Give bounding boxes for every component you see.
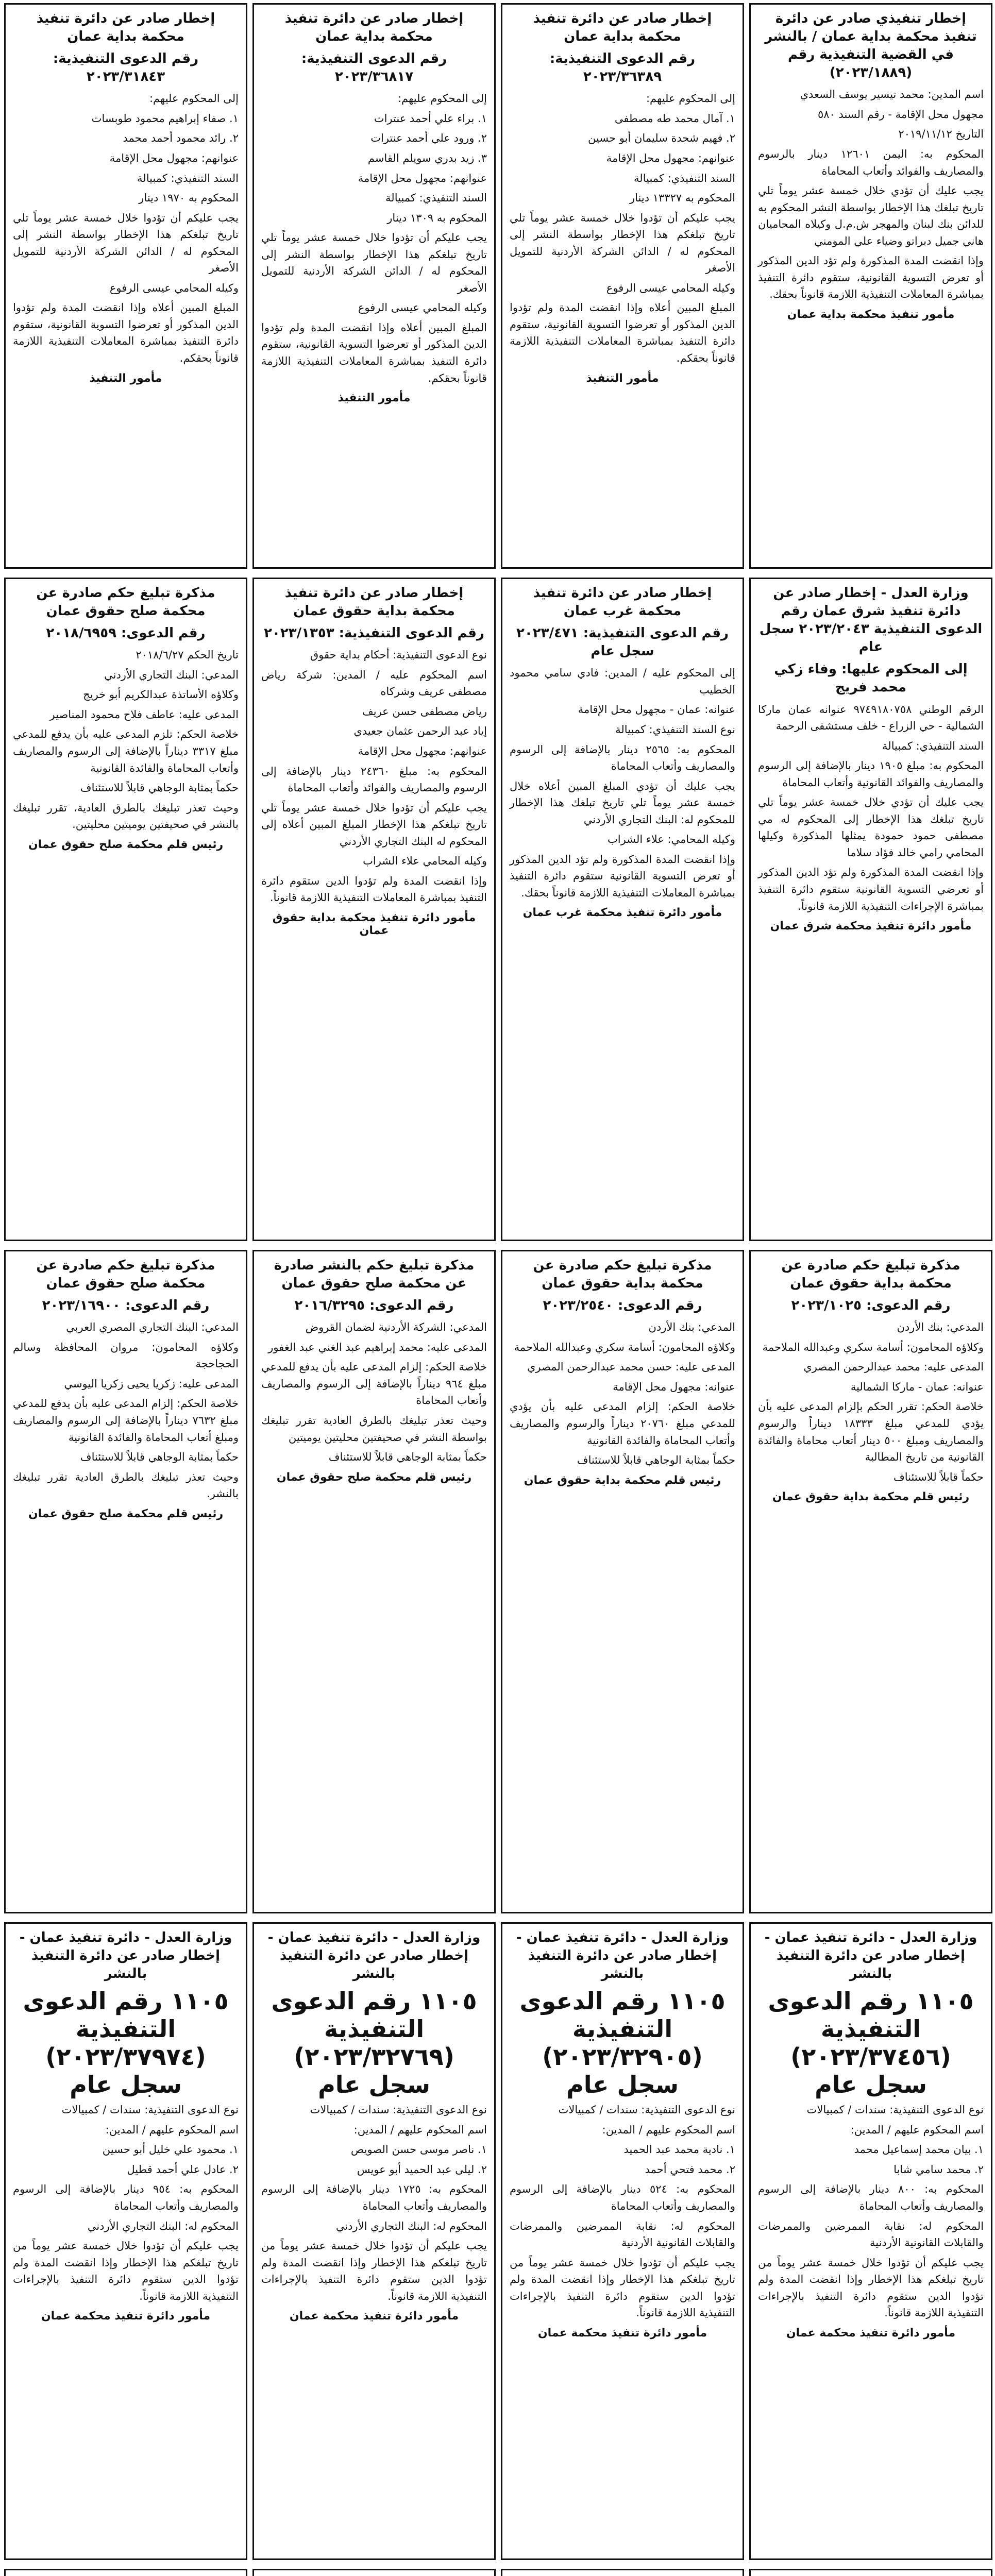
- notice-line: يجب عليك أن تؤدي خلال خمسة عشر يوماً تلي تاريخ تبلغك هذا الإخطار إلى المحكوم له مي مصطفى حمود حمودة يمثلها المذكورة وكيلها المحامي رامي خالد فؤاد سلاما: [758, 796, 984, 859]
- notice-line: وكلاؤه المحامون: مروان المحافظة وسالم الحجاحجة: [13, 1341, 239, 1370]
- notice: [749, 3, 992, 569]
- notice: [252, 1250, 496, 1913]
- notice-title: مذكرة تبليغ حكم صادرة عن محكمة بداية حقوق عمان: [533, 1258, 712, 1292]
- notice-line: المحكوم به: ٩٥٤ دينار بالإضافة إلى الرسوم والمصاريف وأتعاب المحاماة: [13, 2183, 239, 2213]
- notice-signature: مأمور التنفيذ: [338, 392, 411, 405]
- notice-line: المحكوم به: ٢٥٦٥ دينار بالإضافة إلى الرسوم والمصاريف وأتعاب المحاماة: [510, 743, 735, 773]
- notice-signature: رئيس قلم محكمة صلح حقوق عمان: [276, 1470, 472, 1484]
- notice-line: التاريخ ٢٠١٩/١١/١٢: [898, 128, 984, 141]
- notice-signature: مأمور دائرة تنفيذ محكمة شرق عمان: [770, 920, 972, 933]
- notice-line: إياد عبد الرحمن عثمان جعيدي: [353, 725, 487, 738]
- notice-title: وزارة العدل - دائرة تنفيذ عمان - إخطار صادر عن دائرة التنفيذ بالنشر: [516, 1930, 729, 1982]
- notice-line: نوع الدعوى التنفيذية: سندات / كمبيالات: [310, 2104, 487, 2116]
- notice-title: إخطار صادر عن دائرة تنفيذ محكمة بداية عمان: [284, 11, 464, 45]
- notice-line: ١. صفاء إبراهيم محمود طوبسات: [91, 112, 239, 125]
- notice-line: ١. نادية محمد عبد الحميد: [623, 2143, 735, 2156]
- notice-line: اسم المدين: محمد تيسير يوسف السعدي: [800, 88, 984, 101]
- notice-line: اسم المحكوم عليهم / المدين:: [105, 2123, 239, 2136]
- notice-signature: مأمور دائرة تنفيذ محكمة عمان: [289, 2310, 459, 2323]
- notice-line: اسم المحكوم عليهم / المدين:: [602, 2123, 735, 2136]
- notice-signature: مأمور دائرة تنفيذ محكمة غرب عمان: [522, 906, 722, 920]
- notice-line: المحكوم به: ٨٠٠ دينار بالإضافة إلى الرسوم والمصاريف وأتعاب المحاماة: [758, 2183, 984, 2213]
- notice-line: ٢. ورود علي أحمد عنترات: [370, 132, 487, 145]
- notices-row-2: [0, 574, 995, 1244]
- notice-line: ٢. محمد سامي شابا: [893, 2163, 984, 2176]
- notice-signature: مأمور التنفيذ: [89, 371, 162, 385]
- notice-line: الرقم الوطني ٩٧٤٩١٨٠٧٥٨ عنوانه عمان ماركا الشمالية - حي الزراع - خلف مستشفى الرحمة: [758, 703, 984, 733]
- notice-line: وحيث تعذر تبليغك بالطرق العادية تقرر تبليغك بواسطة النشر في صحيفتين محليتين يوميتين: [261, 1414, 487, 1444]
- notice: [252, 3, 496, 569]
- notice-signature: رئيس قلم محكمة صلح حقوق عمان: [28, 1507, 224, 1520]
- notice-line: يجب عليكم أن تؤدوا خلال خمسة عشر يوماً من تاريخ تبلغكم هذا الإخطار وإذا انقضت المدة ولم تؤدوا الدين ستقوم دائرة التنفيذ بالإجراءات التنفيذية اللازمة قانوناً.: [13, 2240, 239, 2302]
- notice-title: وزارة العدل - إخطار صادر عن دائرة تنفيذ شرق عمان رقم الدعوى التنفيذية ٢٠٢٣/٢٠٤٣ سجل عام: [759, 585, 983, 655]
- notice-line: حكماً بمثابة الوجاهي قابلاً للاستئناف: [577, 1454, 735, 1467]
- notice-line: عنوانهم: مجهول محل الإقامة: [358, 745, 487, 758]
- notice-line: المدعي: بنك الأردن: [897, 1321, 984, 1334]
- notice-line: حكماً قابلاً للاستئناف: [893, 1470, 984, 1483]
- notice-title: مذكرة تبليغ حكم بالنشر صادرة عن محكمة صلح حقوق عمان: [274, 1258, 475, 1292]
- notice-signature: رئيس قلم محكمة بداية حقوق عمان: [772, 1490, 970, 1504]
- notice-line: ٢. رائد محمود أحمد محمد: [123, 132, 239, 145]
- notices-row-1: [0, 0, 995, 572]
- notice-line: خلاصة الحكم: تلزم المدعى عليه بأن يدفع للمدعي مبلغ ٣٣١٧ ديناراً بالإضافة إلى الرسوم والمصاريف وأتعاب المحاماة والفائدة القانونية: [13, 728, 239, 774]
- notice: [501, 2569, 744, 2576]
- notice-line: ٢. ليلى عبد الحميد أبو عويس: [357, 2163, 487, 2176]
- notice-title: إخطار صادر عن دائرة تنفيذ محكمة بداية حقوق عمان: [284, 585, 464, 619]
- notice: [252, 578, 496, 1241]
- notice-line: خلاصة الحكم: إلزام المدعى عليه بأن يدفع للمدعي مبلغ ٩٦٤ ديناراً بالإضافة إلى الرسوم والمصاريف وأتعاب المحاماة: [261, 1361, 487, 1407]
- notice-line: إلى المحكوم عليهم:: [149, 92, 239, 105]
- notice-line: يجب عليكم أن تؤدوا خلال خمسة عشر يوماً تلي تاريخ تبلغكم هذا الإخطار بواسطة النشر إلى المحكوم له / الدائن الشركة الأردنية للتمويل الأصغر: [13, 211, 239, 275]
- notice-line: ١. ناصر موسى حسن الصويص: [350, 2143, 487, 2156]
- notice-title: إخطار صادر عن دائرة تنفيذ محكمة بداية عمان: [533, 11, 712, 45]
- notice: [4, 3, 247, 569]
- notice-line: نوع الدعوى التنفيذية: سندات / كمبيالات: [558, 2104, 735, 2116]
- notice-line: خلاصة الحكم: إلزام المدعى عليه بأن يدفع للمدعي مبلغ ٧٦٣٢ ديناراً بالإضافة إلى الرسوم والمصاريف ومبلغ أتعاب المحاماة والفائدة القانونية: [13, 1397, 239, 1444]
- notice-signature: رئيس قلم محكمة صلح حقوق عمان: [28, 838, 224, 851]
- notice-line: ١. براء علي أحمد عنترات: [374, 112, 487, 125]
- notice-line: ٣. زيد بدري سويلم القاسم: [367, 152, 487, 165]
- notice-line: المبلغ المبين أعلاه وإذا انقضت المدة ولم تؤدوا الدين المذكور أو تعرضوا التسوية القانونية، ستقوم دائرة التنفيذ بمباشرة المعاملات التنفيذية اللازمة قانوناً بحقكم.: [261, 321, 487, 384]
- notice: [749, 578, 992, 1241]
- notice-line: المدعى عليه: زكريا يحيى زكريا اليوسي: [64, 1377, 239, 1390]
- notice-line: حكماً بمثابة الوجاهي قابلاً للاستئناف: [80, 1451, 239, 1464]
- notice-line: المدعى عليه: محمد إبراهيم عبد الغني عبد الغفور: [268, 1341, 487, 1353]
- notice-line: يجب عليكم أن تؤدوا خلال خمسة عشر يوماً تلي تاريخ تبلغكم هذا الإخطار المبلغ المبين أعلاه إلى المحكوم له البنك التجاري الأردني: [261, 801, 487, 848]
- notice-line: عنوانهم: مجهول محل الإقامة: [606, 152, 735, 165]
- notice-line: تاريخ الحكم ٢٠١٨/٦/٢٧: [136, 649, 239, 662]
- notice-number: رقم الدعوى التنفيذية: ٢٠٢٣/٣١٨٤٣: [53, 51, 199, 85]
- notice-title: مذكرة تبليغ حكم صادرة عن محكمة بداية حقوق عمان: [781, 1258, 960, 1292]
- notice: [501, 1250, 744, 1913]
- notice: [749, 1250, 992, 1913]
- notice-number: رقم الدعوى: ٢٠٢٣/١٦٩٠٠: [42, 1298, 210, 1314]
- notice: [501, 1922, 744, 2560]
- notice-title: إخطار صادر عن دائرة تنفيذ محكمة بداية عمان: [36, 11, 215, 45]
- notice-line: اسم المحكوم عليه / المدين: شركة رياض مصطفى عريف وشركاه: [261, 668, 487, 698]
- notice-line: المدعي: البنك التجاري الأردني: [104, 668, 239, 681]
- notice-line: خلاصة الحكم: تقرر الحكم بإلزام المدعى عليه بأن يؤدي للمدعي مبلغ ١٨٣٣٣ ديناراً والرسوم والمصاريف ومبلغ ٥٠٠ دينار أتعاب محاماة والفائدة القانونية من تاريخ المطالبة: [758, 1400, 984, 1464]
- notice: [749, 1922, 992, 2560]
- notice-line: وإذا انقضت المدة المذكورة ولم تؤد الدين المذكور أو تعرضي التسوية القانونية ستقوم دائرة التنفيذ بمباشرة الإجراءات التنفيذية اللازمة قانوناً.: [758, 866, 984, 912]
- notice-title: مذكرة تبليغ حكم صادرة عن محكمة صلح حقوق عمان: [36, 585, 215, 619]
- notices-row-3: [0, 1247, 995, 1917]
- notice-line: السند التنفيذي: كمبيالة: [634, 172, 735, 184]
- notice-line: وكلاؤه المحامون: أسامة سكري وعبدالله الملاحمة: [514, 1341, 735, 1353]
- notice-line: عنوانه: عمان - ماركا الشمالية: [850, 1380, 984, 1393]
- notice-line: رياض مصطفى حسن عريف: [362, 705, 487, 718]
- notice-line: عنوانهم: مجهول محل الإقامة: [109, 152, 239, 165]
- notice-line: المدعى عليه: عاطف فلاح محمود المناصير: [49, 708, 239, 721]
- notice-line: نوع الدعوى التنفيذية: سندات / كمبيالات: [61, 2104, 239, 2116]
- notice-line: وإذا انقضت المدة ولم تؤدوا الدين ستقوم دائرة التنفيذ بمباشرة المعاملات التنفيذية اللازمة قانوناً.: [261, 874, 487, 904]
- notice-line: وكيله المحامي عيسى الرفوع: [109, 281, 239, 294]
- notice-line: السند التنفيذي: كمبيالة: [882, 739, 984, 752]
- notice-title: وزارة العدل - دائرة تنفيذ عمان - إخطار صادر عن دائرة التنفيذ بالنشر: [764, 1930, 977, 1982]
- notice: [252, 2569, 496, 2576]
- notice-line: المدعي: البنك التجاري المصري العربي: [66, 1321, 239, 1334]
- notice-number: رقم الدعوى التنفيذية: ٢٠٢٣/١٣٥٣: [264, 625, 484, 641]
- notice: [4, 2569, 247, 2576]
- notice-line: المحكوم به: مبلغ ١٩٠٥ دينار بالإضافة إلى الرسوم والمصاريف والفوائد القانونية وأتعاب المحاماة: [758, 759, 984, 789]
- notice-line: ٢. عادل علي أحمد قطيل: [127, 2163, 239, 2176]
- notice-line: يجب عليك أن تؤدي المبلغ المبين أعلاه خلال خمسة عشر يوماً تلي تاريخ تبلغك هذا الإخطار للمحكوم له: البنك التجاري الأردني: [510, 779, 735, 826]
- notice-line: المبلغ المبين أعلاه وإذا انقضت المدة ولم تؤدوا الدين المذكور أو تعرضوا التسوية القانونية، ستقوم دائرة التنفيذ بمباشرة المعاملات التنفيذية اللازمة قانوناً بحقكم.: [510, 301, 735, 365]
- notice-line: نوع الدعوى التنفيذية: سندات / كمبيالات: [806, 2104, 984, 2116]
- notice-line: يجب عليكم أن تؤدوا خلال خمسة عشر يوماً من تاريخ تبلغكم هذا الإخطار وإذا انقضت المدة ولم تؤدوا الدين ستقوم دائرة التنفيذ بالإجراءات التنفيذية اللازمة قانوناً.: [510, 2256, 735, 2319]
- notice-line: السند التنفيذي: كمبيالة: [137, 172, 239, 184]
- notice-line: المحكوم له: نقابة الممرضين والممرضات والقابلات القانونية الأردنية: [510, 2219, 735, 2249]
- notice-line: عنوانه: عمان - مجهول محل الإقامة: [578, 703, 735, 716]
- notice-number: رقم الدعوى التنفيذية: ٢٠٢٣/٣٦٣٨٩: [549, 51, 696, 85]
- notice-line: المبلغ المبين أعلاه وإذا انقضت المدة ولم تؤدوا الدين المذكور أو تعرضوا التسوية القانونية، ستقوم دائرة التنفيذ بمباشرة المعاملات التنفيذية اللازمة قانوناً بحقكم.: [13, 301, 239, 365]
- notice-title: وزارة العدل - دائرة تنفيذ عمان - إخطار صادر عن دائرة التنفيذ بالنشر: [19, 1930, 232, 1982]
- notice-line: المحكوم به: مبلغ ٢٤٣٦٠ دينار بالإضافة إلى الرسوم والمصاريف والفوائد وأتعاب المحاماة: [261, 765, 487, 794]
- notice-line: المحكوم له: نقابة الممرضين والممرضات والقابلات القانونية الأردنية: [758, 2219, 984, 2249]
- notice-signature: رئيس قلم محكمة بداية حقوق عمان: [524, 1473, 721, 1487]
- notice-number: ١١٠٥ رقم الدعوى التنفيذية (٢٠٢٣/٣٢٧٦٩) سجل عام: [271, 1987, 477, 2099]
- notice-line: ١. بيان محمد إسماعيل محمد: [854, 2143, 984, 2156]
- notice-number: رقم الدعوى: ٢٠١٨/٦٩٥٩: [46, 625, 206, 641]
- notice-line: المحكوم به: اليمن ١٢٦٠١ دينار بالرسوم والمصاريف والفوائد وأتعاب المحاماة: [758, 148, 984, 177]
- notice-title: وزارة العدل - دائرة تنفيذ عمان - إخطار صادر عن دائرة التنفيذ بالنشر: [267, 1930, 481, 1982]
- notice-line: نوع الدعوى التنفيذية: أحكام بداية حقوق: [310, 649, 487, 662]
- notice-line: وكيله المحامي علاء الشراب: [363, 855, 487, 868]
- notice-line: مجهول محل الإقامة - رقم السند ٥٨٠: [817, 108, 984, 121]
- notice-line: المحكوم له: البنك التجاري الأردني: [87, 2219, 239, 2232]
- notice-line: خلاصة الحكم: إلزام المدعى عليه بأن يؤدي للمدعي مبلغ ٢٠٧٦٠ ديناراً والرسوم والمصاريف وأتعاب المحاماة والفائدة القانونية: [510, 1400, 735, 1447]
- notice-title: مذكرة تبليغ حكم صادرة عن محكمة صلح حقوق عمان: [36, 1258, 215, 1292]
- notice-line: ١. محمود علي خليل أبو حسين: [102, 2143, 239, 2156]
- notice-line: المحكوم به: ١٧٢٥ دينار بالإضافة إلى الرسوم والمصاريف وأتعاب المحاماة: [261, 2183, 487, 2213]
- notice-line: المدعى عليه: محمد عبدالرحمن المصري: [803, 1361, 984, 1374]
- notice-line: عنوانهم: مجهول محل الإقامة: [358, 172, 487, 184]
- notice-line: وإذا انقضت المدة المذكورة ولم تؤد الدين المذكور أو تعرض التسوية القانونية، ستقوم دائرة التنفيذ بمباشرة المعاملات التنفيذية اللازمة قانوناً بحقك.: [758, 255, 984, 301]
- notice-line: المدعي: الشركة الأردنية لضمان القروض: [305, 1321, 487, 1334]
- notice-line: عنوانه: مجهول محل الإقامة: [613, 1380, 735, 1393]
- notice-signature: مأمور التنفيذ: [586, 371, 659, 385]
- notice-signature: مأمور دائرة تنفيذ محكمة عمان: [537, 2326, 707, 2340]
- notice-line: نوع السند التنفيذي: كمبيالة: [615, 723, 735, 736]
- notice-line: وكلاؤه المحامون: أسامة سكري وعبدالله الملاحمة: [762, 1341, 984, 1353]
- notice: [4, 1250, 247, 1913]
- notice-line: وكيله المحامي عيسى الرفوع: [358, 301, 487, 314]
- notice-title: إخطار تنفيذي صادر عن دائرة تنفيذ محكمة بداية عمان / بالنشر في القضية التنفيذية رقم (٢٠٢٣/١٨٨٩): [765, 11, 977, 81]
- notice-line: المحكوم به ١٩٧٠ دينار: [139, 192, 239, 205]
- notice: [749, 2569, 992, 2576]
- notice: [4, 578, 247, 1241]
- notice-line: وحيث تعذر تبليغك بالطرق العادية تقرر تبليغك بالنشر.: [13, 1470, 239, 1500]
- notice-line: المدعي: بنك الأردن: [648, 1321, 735, 1334]
- notice-line: يجب عليك أن تؤدي خلال خمسة عشر يوماً تلي تاريخ تبلغك هذا الإخطار بواسطة النشر المحكوم به للدائن بنك لبنان والمهجر ش.م.ل وكيلاه المحاميان هاني جميل دبراتو وضياء علي المومني: [758, 184, 984, 247]
- notice-line: المحكوم به ١٣٣٢٧ دينار: [630, 192, 735, 205]
- notice-line: حكماً بمثابة الوجاهي قابلاً للاستئناف: [80, 782, 239, 794]
- notice-number: ١١٠٥ رقم الدعوى التنفيذية (٢٠٢٣/٣٧٩٧٤) سجل عام: [23, 1987, 229, 2099]
- notice-line: حكماً بمثابة الوجاهي قابلاً للاستئناف: [328, 1451, 487, 1464]
- notice-number: ١١٠٥ رقم الدعوى التنفيذية (٢٠٢٣/٣٧٤٥٦) سجل عام: [768, 1987, 974, 2099]
- notice-line: وحيث تعذر تبليغك بالطرق العادية، تقرر تبليغك بالنشر في صحيفتين يوميتين محليتين.: [13, 801, 239, 831]
- notice-number: رقم الدعوى التنفيذية: ٢٠٢٣/٣٦٨١٧: [301, 51, 447, 85]
- notice-number: رقم الدعوى: ٢٠١٦/٣٢٩٥: [294, 1298, 454, 1314]
- notice-line: المحكوم به ١٣٠٩ دينار: [387, 211, 487, 224]
- notice-signature: مأمور دائرة تنفيذ محكمة عمان: [786, 2326, 956, 2340]
- notice-line: المحكوم له: البنك التجاري الأردني: [335, 2219, 487, 2232]
- notice-title: إخطار صادر عن دائرة تنفيذ محكمة غرب عمان: [533, 585, 712, 619]
- notice-line: المحكوم به: ٥٢٤ دينار بالإضافة إلى الرسوم والمصاريف وأتعاب المحاماة: [510, 2183, 736, 2213]
- notices-row-5: [0, 2566, 995, 2576]
- notice-number: رقم الدعوى التنفيذية: ٢٠٢٣/٤٧١ سجل عام: [516, 625, 729, 659]
- notice-line: اسم المحكوم عليهم / المدين:: [850, 2123, 984, 2136]
- notice-line: يجب عليكم أن تؤدوا خلال خمسة عشر يوماً من تاريخ تبلغكم هذا الإخطار وإذا انقضت المدة ولم تؤدوا الدين ستقوم دائرة التنفيذ بالإجراءات التنفيذية اللازمة قانوناً.: [758, 2256, 984, 2319]
- notice-signature: مأمور دائرة تنفيذ محكمة عمان: [41, 2310, 211, 2323]
- notice-number: ١١٠٥ رقم الدعوى التنفيذية (٢٠٢٣/٣٢٩٠٥) سجل عام: [519, 1987, 726, 2099]
- notice-line: يجب عليكم أن تؤدوا خلال خمسة عشر يوماً تلي تاريخ تبلغكم هذا الإخطار بواسطة النشر إلى المحكوم له / الدائن الشركة الأردنية للتمويل الأصغر: [261, 231, 487, 294]
- notice: [501, 3, 744, 569]
- notices-row-4: [0, 1919, 995, 2563]
- notice-signature: مأمور دائرة تنفيذ محكمة بداية حقوق عمان: [272, 911, 476, 937]
- notice-line: إلى المحكوم عليهم:: [646, 92, 735, 105]
- notice: [4, 1922, 247, 2560]
- notice-line: السند التنفيذي: كمبيالة: [385, 192, 487, 205]
- notice-line: وكيله المحامي عيسى الرفوع: [606, 281, 735, 294]
- notice-line: اسم المحكوم عليهم / المدين:: [353, 2123, 487, 2136]
- notice-line: وإذا انقضت المدة المذكورة ولم تؤد الدين المذكور أو تعرض التسوية القانونية ستقوم دائرة التنفيذ بمباشرة المعاملات التنفيذية اللازمة قانوناً بحقك.: [510, 853, 735, 899]
- notice: [252, 1922, 496, 2560]
- notice-number: رقم الدعوى: ٢٠٢٣/٢٥٤٠: [543, 1298, 702, 1314]
- notice: [501, 578, 744, 1241]
- notice-number: رقم الدعوى: ٢٠٢٣/١٠٢٥: [791, 1298, 951, 1314]
- notice-line: وكيله المحامي: علاء الشراب: [608, 833, 735, 846]
- notice-line: ٢. فهيم شحدة سليمان أبو حسين: [588, 132, 735, 145]
- notice-line: يجب عليكم أن تؤدوا خلال خمسة عشر يوماً تلي تاريخ تبلغكم هذا الإخطار بواسطة النشر إلى المحكوم له / الدائن الشركة الأردنية للتمويل الأصغر: [510, 211, 735, 275]
- notice-line: ١. آمال محمد طه مصطفى: [614, 112, 735, 125]
- notice-line: إلى المحكوم عليه / المدين: فادي سامي محمود الخطيب: [510, 667, 735, 696]
- notice-line: يجب عليكم أن تؤدوا خلال خمسة عشر يوماً من تاريخ تبلغكم هذا الإخطار وإذا انقضت المدة ولم تؤدوا الدين ستقوم دائرة التنفيذ بالإجراءات التنفيذية اللازمة قانوناً.: [261, 2240, 487, 2302]
- notice-number: إلى المحكوم عليها: وفاء زكي محمد فريج: [774, 662, 968, 696]
- notice-line: وكلاؤه الأساتذة عبدالكريم أبو خريج: [83, 688, 239, 701]
- notice-signature: مأمور تنفيذ محكمة بداية عمان: [787, 308, 955, 321]
- notice-line: المدعى عليه: حسن محمد عبدالرحمن المصري: [527, 1361, 735, 1374]
- notice-line: ٢. محمد فتحي أحمد: [645, 2163, 735, 2176]
- notice-line: إلى المحكوم عليهم:: [397, 92, 487, 105]
